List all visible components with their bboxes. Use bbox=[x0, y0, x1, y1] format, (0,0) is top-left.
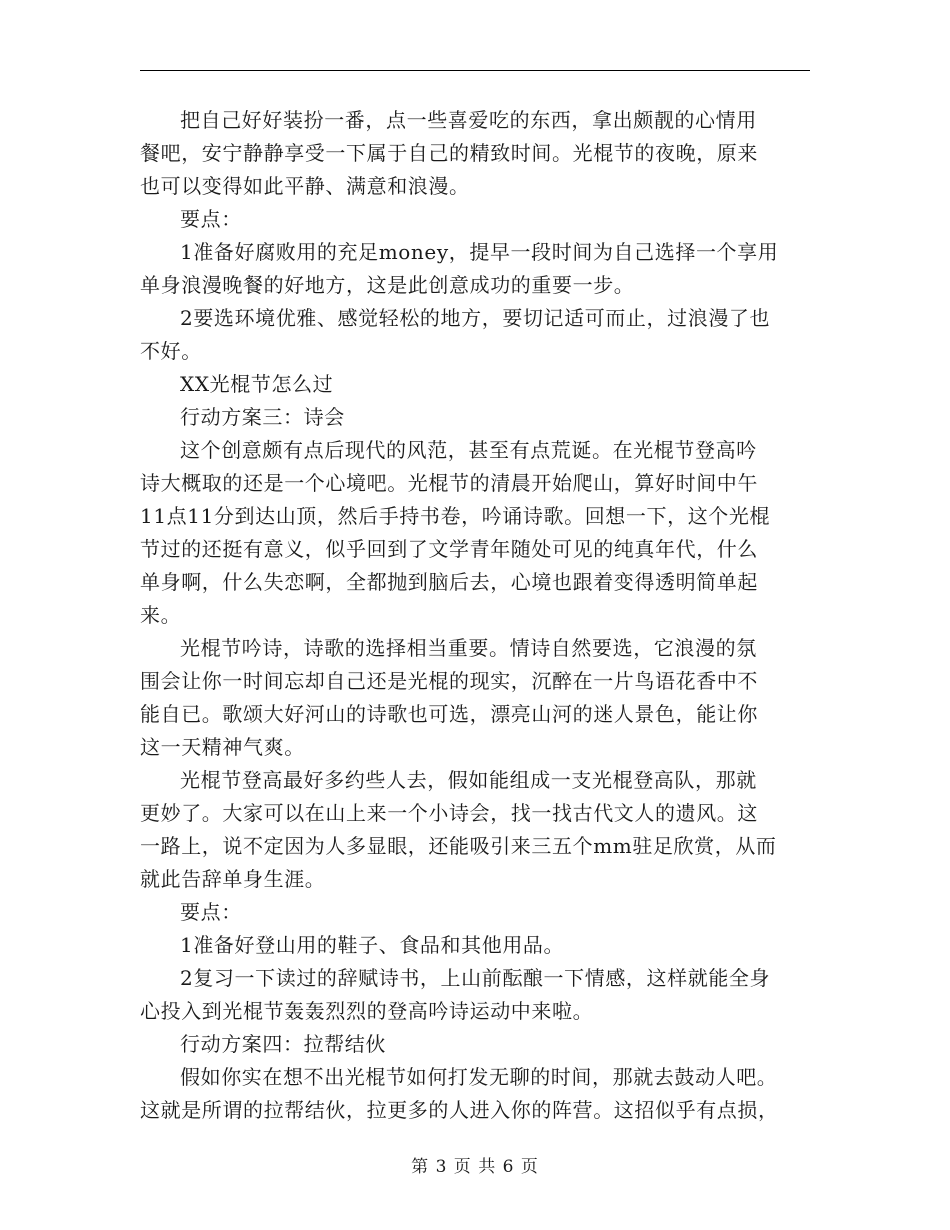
page-number: 3 bbox=[435, 1157, 448, 1177]
paragraph: 要点： bbox=[180, 207, 242, 231]
total-pages: 6 bbox=[502, 1157, 515, 1177]
paragraph: 1准备好登山用的鞋子、食品和其他用品。 bbox=[180, 933, 565, 957]
paragraph: 2复习一下读过的辞赋诗书，上山前酝酿一下情感，这样就能全身 心投入到光棍节轰轰烈烈的登高吟诗运动中来啦。 bbox=[140, 966, 771, 1023]
paragraph: 假如你实在想不出光棍节如何打发无聊的时间，那就去鼓动人吧。 这就是所谓的拉帮结伙，拉更多的人进入你的阵营。这招似乎有点损， bbox=[140, 1065, 779, 1122]
paragraph: 要点： bbox=[180, 900, 242, 924]
page-footer bbox=[0, 1152, 950, 1177]
paragraph: 把自己好好装扮一番，点一些喜爱吃的东西，拿出颇靓的心情用 餐吧，安宁静静享受一下属于自己的精致时间。光棍节的夜晚，原来 也可以变得如此平静、满意和浪漫。 bbox=[140, 108, 758, 198]
document-body bbox=[140, 104, 810, 1127]
paragraph: 2要选环境优雅、感觉轻松的地方，要切记适可而止，过浪漫了也 不好。 bbox=[140, 306, 771, 363]
section-heading: XX光棍节怎么过 bbox=[180, 372, 334, 396]
paragraph: 1准备好腐败用的充足money，提早一段时间为自己选择一个享用 单身浪漫晚餐的好地方，这是此创意成功的重要一步。 bbox=[140, 240, 779, 297]
footer-prefix: 第 bbox=[411, 1157, 430, 1177]
section-heading: 行动方案三：诗会 bbox=[180, 405, 345, 429]
header-rule bbox=[140, 70, 810, 71]
paragraph: 光棍节登高最好多约些人去，假如能组成一支光棍登高队，那就 更妙了。大家可以在山上来一个小诗会，找一找古代文人的遗风。这 一路上，说不定因为人多显眼，还能吸引来三五个mm驻足欣赏，从而 就此告辞单身生涯。 bbox=[140, 768, 777, 891]
paragraph: 光棍节吟诗，诗歌的选择相当重要。情诗自然要选，它浪漫的氛 围会让你一时间忘却自己还是光棍的现实，沉醉在一片鸟语花香中不 能自已。歌颂大好河山的诗歌也可选，漂亮山河的迷人景色，能让你 这一天精神气爽。 bbox=[140, 636, 758, 759]
footer-suffix: 页 bbox=[520, 1157, 539, 1177]
footer-middle: 页 共 bbox=[453, 1157, 497, 1177]
paragraph: 这个创意颇有点后现代的风范，甚至有点荒诞。在光棍节登高吟 诗大概取的还是一个心境吧。光棍节的清晨开始爬山，算好时间中午 11点11分到达山顶，然后手持书卷，吟诵诗歌。回想一下，这个光棍 节过的还挺有意义，似乎回到了文学青年随处可见的纯真年代，什么 单身啊，什么失恋啊，全都抛到脑后去，心境也跟着变得透明简单起 来。 bbox=[140, 438, 771, 627]
section-heading: 行动方案四：拉帮结伙 bbox=[180, 1032, 386, 1056]
